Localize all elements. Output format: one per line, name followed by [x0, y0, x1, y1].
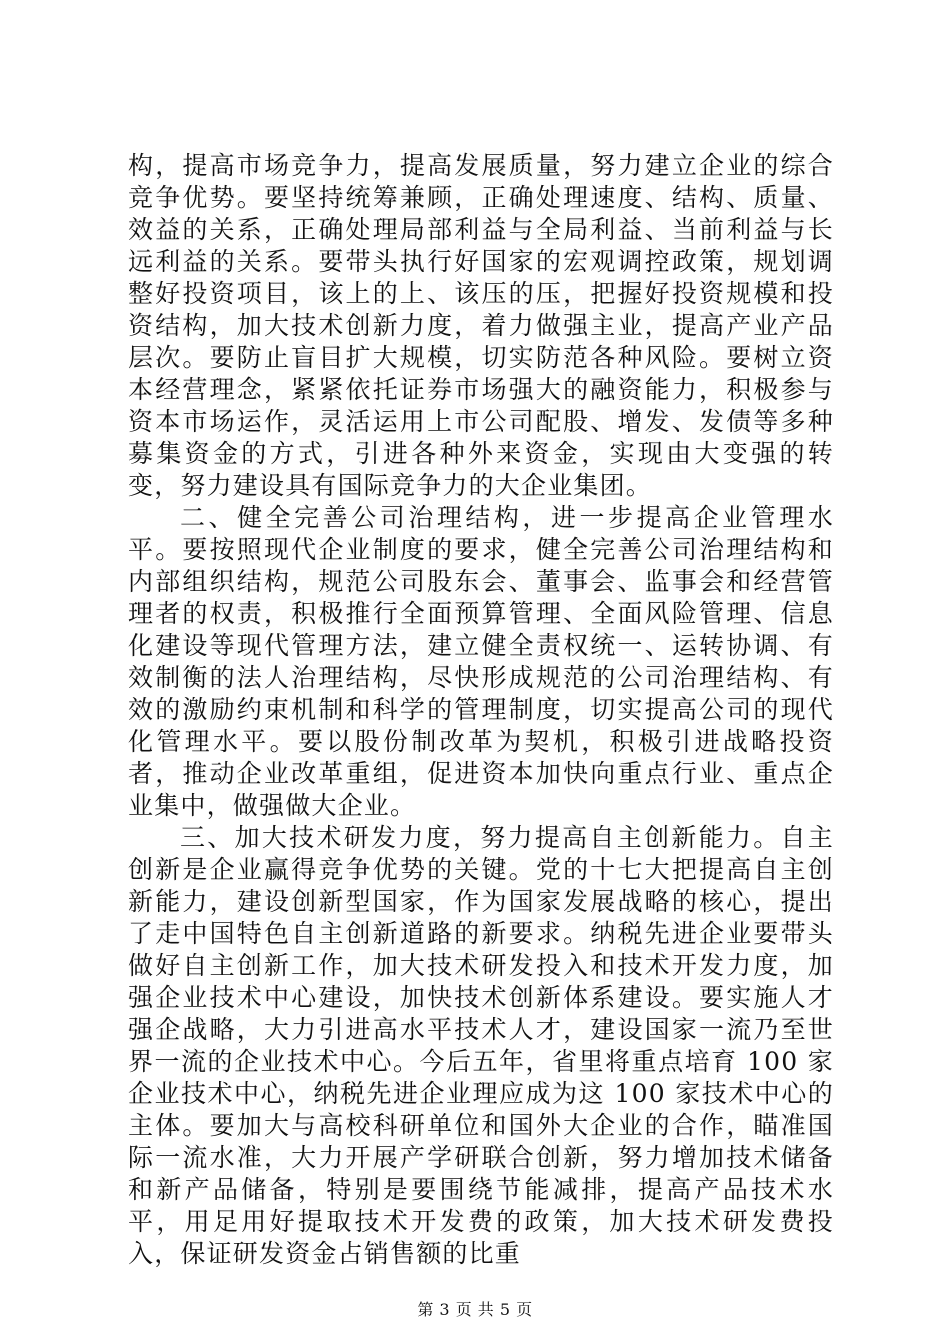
document-body	[128, 150, 834, 1270]
paragraph-1: 构，提高市场竞争力，提高发展质量，努力建立企业的综合竞争优势。要坚持统筹兼顾，正确处理速度、结构、质量、效益的关系，正确处理局部利益与全局利益、当前利益与长远利益的关系。要带头执行好国家的宏观调控政策，规划调整好投资项目，该上的上、该压的压，把握好投资规模和投资结构，加大技术创新力度，着力做强主业，提高产业产品层次。要防止盲目扩大规模，切实防范各种风险。要树立资本经营理念，紧紧依托证券市场强大的融资能力，积极参与资本市场运作，灵活运用上市公司配股、增发、发债等多种募集资金的方式，引进各种外来资金，实现由大变强的转变，努力建设具有国际竞争力的大企业集团。	[128, 151, 834, 500]
paragraph-2: 二、健全完善公司治理结构，进一步提高企业管理水平。要按照现代企业制度的要求，健全完善公司治理结构和内部组织结构，规范公司股东会、董事会、监事会和经营管理者的权责，积极推行全面预算管理、全面风险管理、信息化建设等现代管理方法，建立健全责权统一、运转协调、有效制衡的法人治理结构，尽快形成规范的公司治理结构、有效的激励约束机制和科学的管理制度，切实提高公司的现代化管理水平。要以股份制改革为契机，积极引进战略投资者，推动企业改革重组，促进资本加快向重点行业、重点企业集中，做强做大企业。	[128, 503, 834, 820]
page-footer: 第 3 页 共 5 页	[417, 1300, 533, 1319]
paragraph-3: 三、加大技术研发力度，努力提高自主创新能力。自主创新是企业赢得竞争优势的关键。党的十七大把提高自主创新能力，建设创新型国家，作为国家发展战略的核心，提出了走中国特色自主创新道路的新要求。纳税先进企业要带头做好自主创新工作，加大技术研发投入和技术开发力度，加强企业技术中心建设，加快技术创新体系建设。要实施人才强企战略，大力引进高水平技术人才，建设国家一流乃至世界一流的企业技术中心。今后五年，省里将重点培育 100 家企业技术中心，纳税先进企业理应成为这 100 家技术中心的主体。要加大与高校科研单位和国外大企业的合作，瞄准国际一流水准，大力开展产学研联合创新，努力增加技术储备和新产品储备，特别是要围绕节能减排，提高产品技术水平，用足用好提取技术开发费的政策，加大技术研发费投入，保证研发资金占销售额的比重	[128, 823, 834, 1268]
